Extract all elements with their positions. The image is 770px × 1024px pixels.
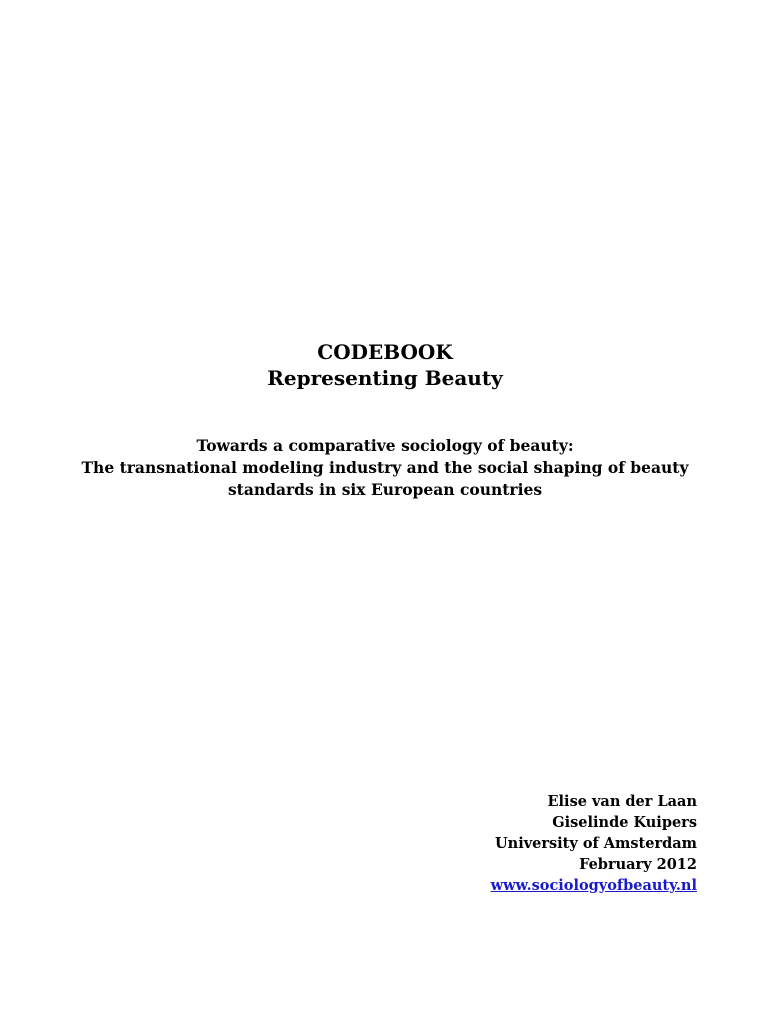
author-name-1: Elise van der Laan [547,793,697,810]
website-link[interactable]: www.sociologyofbeauty.nl [490,877,697,894]
publication-date: February 2012 [579,856,697,873]
title-block [0,339,770,391]
project-title-line-1: Towards a comparative sociology of beauty: [196,436,574,455]
document-subtitle-title: Representing Beauty [267,366,503,390]
author-name-2: Giselinde Kuipers [552,814,697,831]
project-title-line-3: standards in six European countries [227,480,543,499]
project-title-block [0,435,770,501]
document-title: CODEBOOK [317,340,453,364]
author-block [491,791,697,896]
institution: University of Amsterdam [495,835,697,852]
website-line [491,875,697,896]
project-title-line-2: The transnational modeling industry and the social shaping of beauty [81,458,689,477]
